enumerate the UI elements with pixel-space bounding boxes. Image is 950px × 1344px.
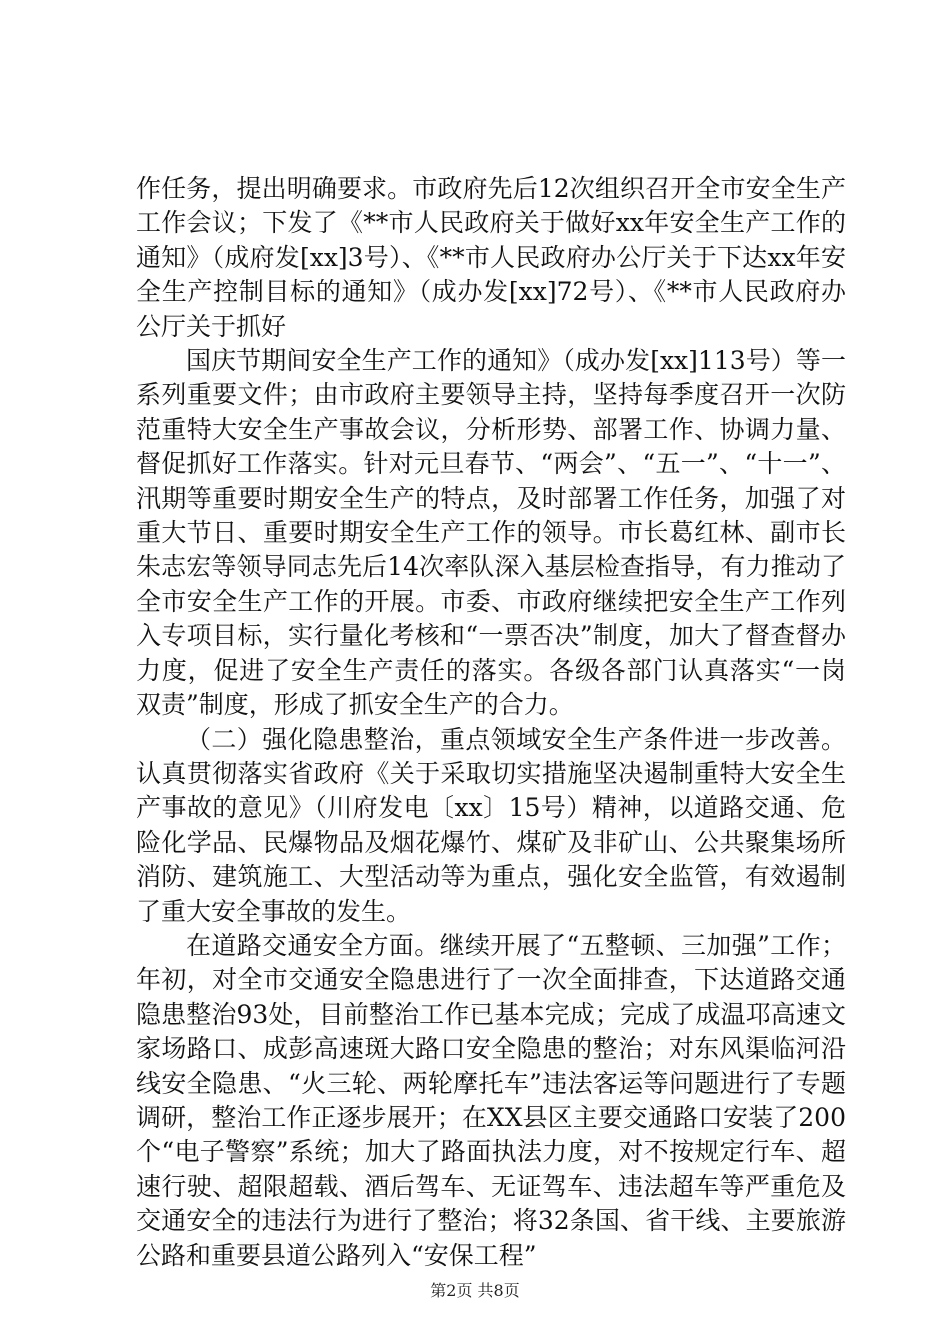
paragraph-hazard-rectification: （二）强化隐患整治，重点领域安全生产条件进一步改善。认真贯彻落实省政府《关于采取切实措施坚决遏制重特大安全生产事故的意见》（川府发电〔xx〕15号）精神，以道路交通、危险化学品、民爆物品及烟花爆竹、煤矿及非矿山、公共聚集场所消防、建筑施工、大型活动等为重点，强化安全监管，有效遏制了重大安全事故的发生。 bbox=[136, 724, 846, 926]
paragraph-continued: 作任务，提出明确要求。市政府先后12次组织召开全市安全生产工作会议；下发了《**市人民政府关于做好xx年安全生产工作的通知》（成府发[xx]3号）、《**市人民政府办公厅关于下达xx年安全生产控制目标的通知》（成办发[xx]72号）、《**市人民政府办公厅关于抓好 bbox=[136, 174, 846, 341]
document-body bbox=[136, 172, 846, 1273]
page-number-footer: 第2页 共8页 bbox=[430, 1281, 520, 1300]
paragraph-road-traffic: 在道路交通安全方面。继续开展了“五整顿、三加强”工作；年初，对全市交通安全隐患进行了一次全面排查，下达道路交通隐患整治93处，目前整治工作已基本完成；完成了成温邛高速文家场路口、成彭高速斑大路口安全隐患的整治；对东风渠临河沿线安全隐患、“火三轮、两轮摩托车”违法客运等问题进行了专题调研，整治工作正逐步展开；在XX县区主要交通路口安装了200个“电子警察”系统；加大了路面执法力度，对不按规定行车、超速行驶、超限超载、酒后驾车、无证驾车、违法超车等严重危及交通安全的违法行为进行了整治；将32条国、省干线、主要旅游公路和重要县道公路列入“安保工程” bbox=[136, 930, 846, 1270]
paragraph-national-day: 国庆节期间安全生产工作的通知》（成办发[xx]113号）等一系列重要文件；由市政府主要领导主持，坚持每季度召开一次防范重特大安全生产事故会议，分析形势、部署工作、协调力量、督促抓好工作落实。针对元旦春节、“两会”、“五一”、“十一”、汛期等重要时期安全生产的特点，及时部署工作任务，加强了对重大节日、重要时期安全生产工作的领导。市长葛红林、副市长朱志宏等领导同志先后14次率队深入基层检查指导，有力推动了全市安全生产工作的开展。市委、市政府继续把安全生产工作列入专项目标，实行量化考核和“一票否决”制度，加大了督查督办力度，促进了安全生产责任的落实。各级各部门认真落实“一岗双责”制度，形成了抓安全生产的合力。 bbox=[136, 346, 846, 720]
